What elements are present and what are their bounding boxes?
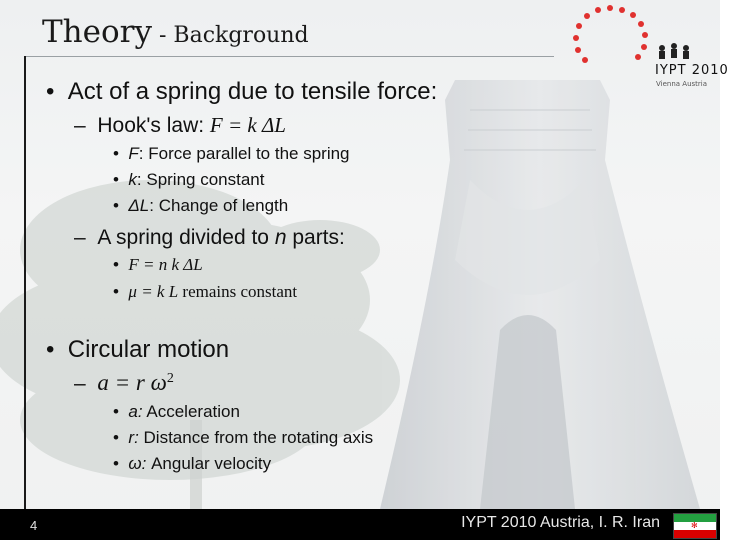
- bullet-circular-motion: • Circular motion: [46, 336, 230, 363]
- iran-flag-icon: ✻: [673, 513, 717, 539]
- bullet-spring: • Act of a spring due to tensile force:: [46, 78, 438, 105]
- page-number: 4: [30, 518, 38, 533]
- title-sub: Background: [173, 23, 309, 48]
- title-main: Theory: [42, 14, 152, 50]
- divided-item-force: • F = n k ΔL: [113, 255, 203, 274]
- def-spring-constant: • k: Spring constant: [113, 170, 265, 189]
- title-separator: -: [151, 23, 174, 48]
- def-acceleration: • a: Acceleration: [113, 402, 240, 421]
- azadi-tower: [380, 80, 700, 509]
- hookes-law: – Hook's law: F = k ΔL: [74, 113, 286, 137]
- divided-item-mu: • μ = k L remains constant: [113, 282, 298, 301]
- logo-figures: [659, 43, 689, 59]
- bullet-spring-text: Act of a spring due to tensile force:: [67, 78, 438, 105]
- def-change-length: • ΔL: Change of length: [113, 196, 289, 215]
- footer-text: IYPT 2010 Austria, I. R. Iran: [461, 514, 660, 531]
- iypt-logo-ring: [573, 5, 648, 63]
- def-angular-velocity: • ω: Angular velocity: [113, 454, 272, 473]
- left-accent-bar: [24, 56, 26, 510]
- circular-formula: – a = r $\omega^2$: [74, 370, 174, 395]
- title-underline: [24, 56, 554, 57]
- slide-title: [42, 14, 309, 50]
- logo-text: IYPT 2010: [655, 63, 729, 78]
- hookes-law-formula: F = k ΔL: [209, 113, 286, 137]
- spring-divided: – A spring divided to n parts:: [74, 226, 345, 249]
- bullet-circular-text: Circular motion: [67, 336, 230, 363]
- hookes-law-label: Hook's law:: [97, 114, 210, 137]
- def-distance: • r: Distance from the rotating axis: [113, 428, 374, 447]
- def-force: • F: Force parallel to the spring: [113, 144, 350, 163]
- logo-subtext: Vienna Austria: [656, 80, 708, 88]
